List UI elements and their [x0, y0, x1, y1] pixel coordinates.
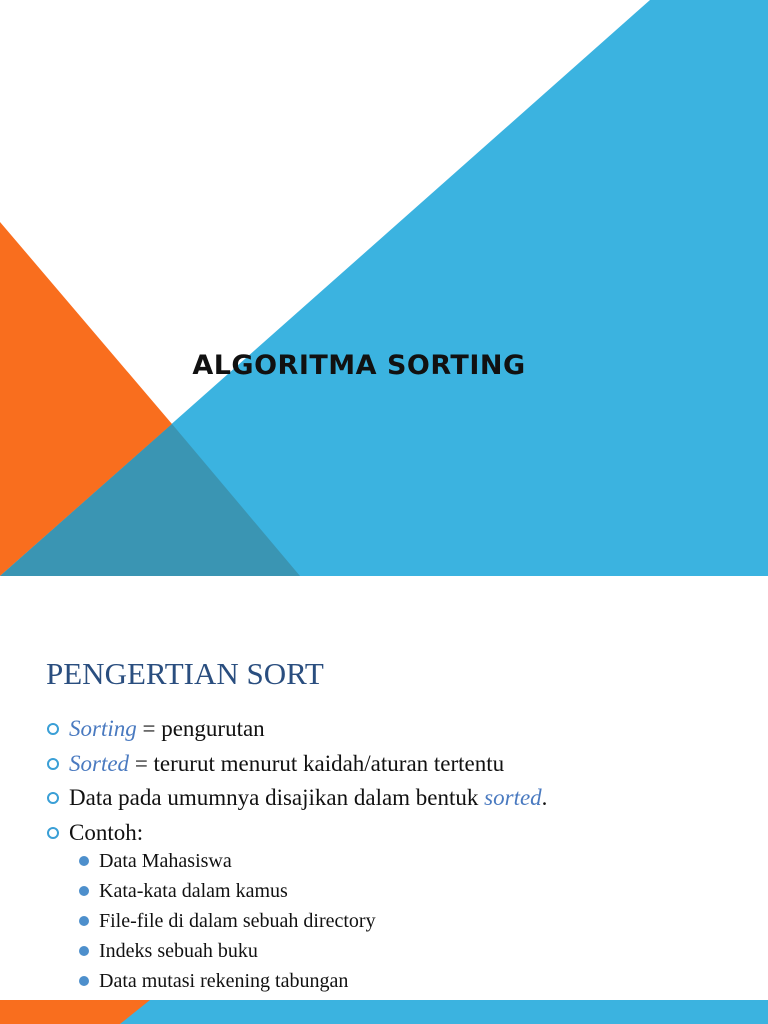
term-emphasis: Sorting — [69, 716, 137, 741]
content-slide — [0, 592, 768, 1024]
dot-bullet-icon — [79, 976, 89, 986]
dot-bullet-icon — [79, 856, 89, 866]
sub-bullet-text: File-file di dalam sebuah directory — [99, 910, 376, 932]
list-item — [99, 846, 376, 876]
slide-heading: PENGERTIAN SORT — [46, 656, 324, 691]
slide-gap — [0, 576, 768, 592]
bullet-text: Data pada umumnya disajikan dalam bentuk — [69, 785, 485, 810]
sub-bullet-text: Data mutasi rekening tabungan — [99, 970, 349, 992]
slide-title: ALGORITMA SORTING — [192, 350, 526, 381]
list-item — [46, 781, 547, 816]
bullet-text: = pengurutan — [136, 716, 265, 741]
sub-bullet-text: Kata-kata dalam kamus — [99, 880, 288, 902]
list-item — [46, 747, 547, 782]
term-emphasis: sorted — [484, 785, 542, 810]
blue-strip — [120, 1000, 768, 1024]
ring-bullet-icon — [47, 758, 59, 770]
sub-bullet-list — [99, 846, 376, 1024]
list-item — [99, 906, 376, 936]
main-bullet-list — [46, 712, 547, 850]
list-item — [99, 876, 376, 906]
sub-bullet-text: Data Mahasiswa — [99, 850, 232, 872]
list-item — [99, 966, 376, 996]
term-emphasis: Sorted — [69, 750, 130, 776]
list-item — [46, 816, 547, 851]
bullet-text: Contoh: — [69, 819, 144, 845]
dot-bullet-icon — [79, 946, 89, 956]
bullet-text: = terurut menurut kaidah/aturan tertentu — [129, 750, 505, 776]
dot-bullet-icon — [79, 886, 89, 896]
decorative-bottom-bar — [0, 1000, 768, 1024]
sub-bullet-text: Indeks sebuah buku — [99, 940, 258, 962]
ring-bullet-icon — [47, 827, 59, 839]
list-item — [99, 936, 376, 966]
dot-bullet-icon — [79, 916, 89, 926]
list-item — [46, 712, 547, 747]
bullet-text: . — [541, 785, 548, 810]
ring-bullet-icon — [47, 723, 59, 735]
ring-bullet-icon — [47, 792, 59, 804]
